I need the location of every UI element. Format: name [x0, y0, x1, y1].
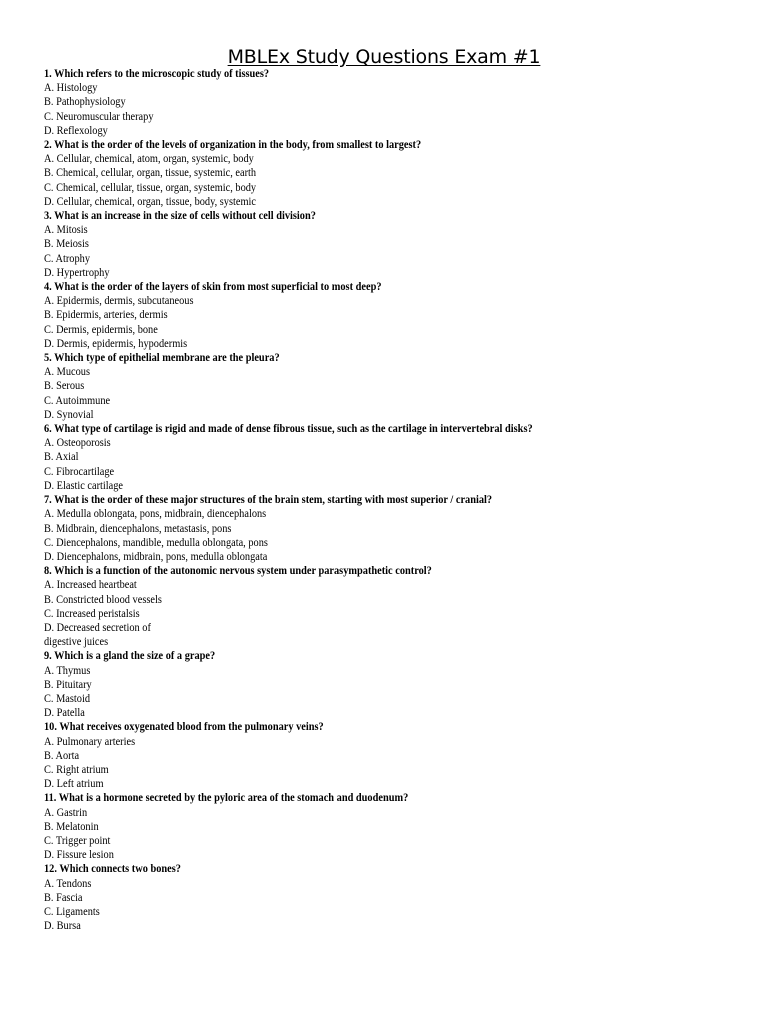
answer-option: B. Meiosis	[44, 238, 89, 251]
answer-option: C. Fibrocartilage	[44, 465, 115, 478]
question-block	[44, 138, 683, 209]
answer-option: B. Melatonin	[44, 820, 99, 833]
answer-option: B. Aorta	[44, 749, 80, 762]
answer-option: digestive juices	[44, 636, 109, 649]
answer-option: A. Mitosis	[44, 224, 88, 237]
answer-option: D. Hypertrophy	[44, 266, 110, 279]
question-block	[44, 791, 683, 862]
answer-option: D. Patella	[44, 707, 85, 720]
answer-option: C. Ligaments	[44, 905, 100, 918]
answer-option: D. Dermis, epidermis, hypodermis	[44, 337, 188, 350]
answer-option: D. Elastic cartilage	[44, 479, 124, 492]
answer-option: A. Mucous	[44, 366, 91, 379]
answer-option: D. Bursa	[44, 920, 81, 933]
answer-option: B. Epidermis, arteries, dermis	[44, 309, 168, 322]
answer-option: A. Histology	[44, 82, 98, 95]
answer-option: D. Decreased secretion of	[44, 621, 151, 634]
question-text: 10. What receives oxygenated blood from the pulmonary veins?	[44, 721, 324, 734]
answer-option: C. Mastoid	[44, 692, 91, 705]
answer-option: D. Diencephalons, midbrain, pons, medulla oblongata	[44, 550, 268, 563]
answer-option: A. Increased heartbeat	[44, 579, 137, 592]
answer-option: A. Thymus	[44, 664, 91, 677]
answer-option: C. Trigger point	[44, 834, 111, 847]
answer-option: A. Cellular, chemical, atom, organ, systemic, body	[44, 153, 254, 166]
answer-option: A. Pulmonary arteries	[44, 735, 136, 748]
question-text: 9. Which is a gland the size of a grape?	[44, 650, 216, 663]
answer-option: C. Dermis, epidermis, bone	[44, 323, 158, 336]
answer-option: C. Neuromuscular therapy	[44, 110, 154, 123]
answer-option: A. Tendons	[44, 877, 92, 890]
answer-option: B. Constricted blood vessels	[44, 593, 162, 606]
question-block	[44, 564, 683, 649]
answer-option: B. Pathophysiology	[44, 96, 126, 109]
question-text: 5. Which type of epithelial membrane are the pleura?	[44, 352, 280, 365]
answer-option: D. Left atrium	[44, 778, 104, 791]
answer-option: C. Chemical, cellular, tissue, organ, systemic, body	[44, 181, 257, 194]
question-block	[44, 280, 683, 351]
question-text: 3. What is an increase in the size of cells without cell division?	[44, 210, 316, 223]
question-block	[44, 649, 683, 720]
answer-option: C. Right atrium	[44, 763, 109, 776]
question-text: 1. Which refers to the microscopic study of tissues?	[44, 68, 270, 80]
answer-option: D. Fissure lesion	[44, 849, 114, 862]
answer-option: B. Serous	[44, 380, 85, 393]
question-block	[44, 720, 683, 791]
answer-option: B. Midbrain, diencephalons, metastasis, pons	[44, 522, 232, 535]
answer-option: A. Medulla oblongata, pons, midbrain, diencephalons	[44, 508, 267, 521]
question-block	[44, 67, 683, 138]
question-text: 6. What type of cartilage is rigid and made of dense fibrous tissue, such as the cartilage in intervertebral disks?	[44, 423, 533, 436]
question-block	[44, 493, 683, 564]
answer-option: D. Cellular, chemical, organ, tissue, body, systemic	[44, 195, 257, 208]
question-text: 2. What is the order of the levels of organization in the body, from smallest to largest?	[44, 139, 422, 152]
page-title: MBLEx Study Questions Exam #1	[227, 46, 541, 68]
question-text: 4. What is the order of the layers of skin from most superficial to most deep?	[44, 281, 382, 294]
question-block	[44, 351, 683, 422]
question-block	[44, 209, 683, 280]
answer-option: A. Epidermis, dermis, subcutaneous	[44, 295, 194, 308]
answer-option: D. Reflexology	[44, 124, 108, 137]
answer-option: B. Pituitary	[44, 678, 92, 691]
answer-option: B. Fascia	[44, 891, 83, 904]
question-block	[44, 862, 683, 933]
question-text: 12. Which connects two bones?	[44, 863, 181, 876]
question-text: 7. What is the order of these major structures of the brain stem, starting with most superior / cranial?	[44, 494, 493, 507]
answer-option: B. Axial	[44, 451, 79, 464]
answer-option: C. Atrophy	[44, 252, 91, 265]
question-text: 8. Which is a function of the autonomic nervous system under parasympathetic control?	[44, 565, 432, 578]
question-block	[44, 422, 683, 493]
answer-option: D. Synovial	[44, 408, 94, 421]
answer-option: C. Autoimmune	[44, 394, 111, 407]
question-text: 11. What is a hormone secreted by the pyloric area of the stomach and duodenum?	[44, 792, 409, 805]
answer-option: A. Gastrin	[44, 806, 88, 819]
answer-option: B. Chemical, cellular, organ, tissue, systemic, earth	[44, 167, 257, 180]
question-list	[44, 67, 683, 933]
answer-option: C. Increased peristalsis	[44, 607, 140, 620]
answer-option: A. Osteoporosis	[44, 437, 111, 450]
answer-option: C. Diencephalons, mandible, medulla oblongata, pons	[44, 536, 268, 549]
